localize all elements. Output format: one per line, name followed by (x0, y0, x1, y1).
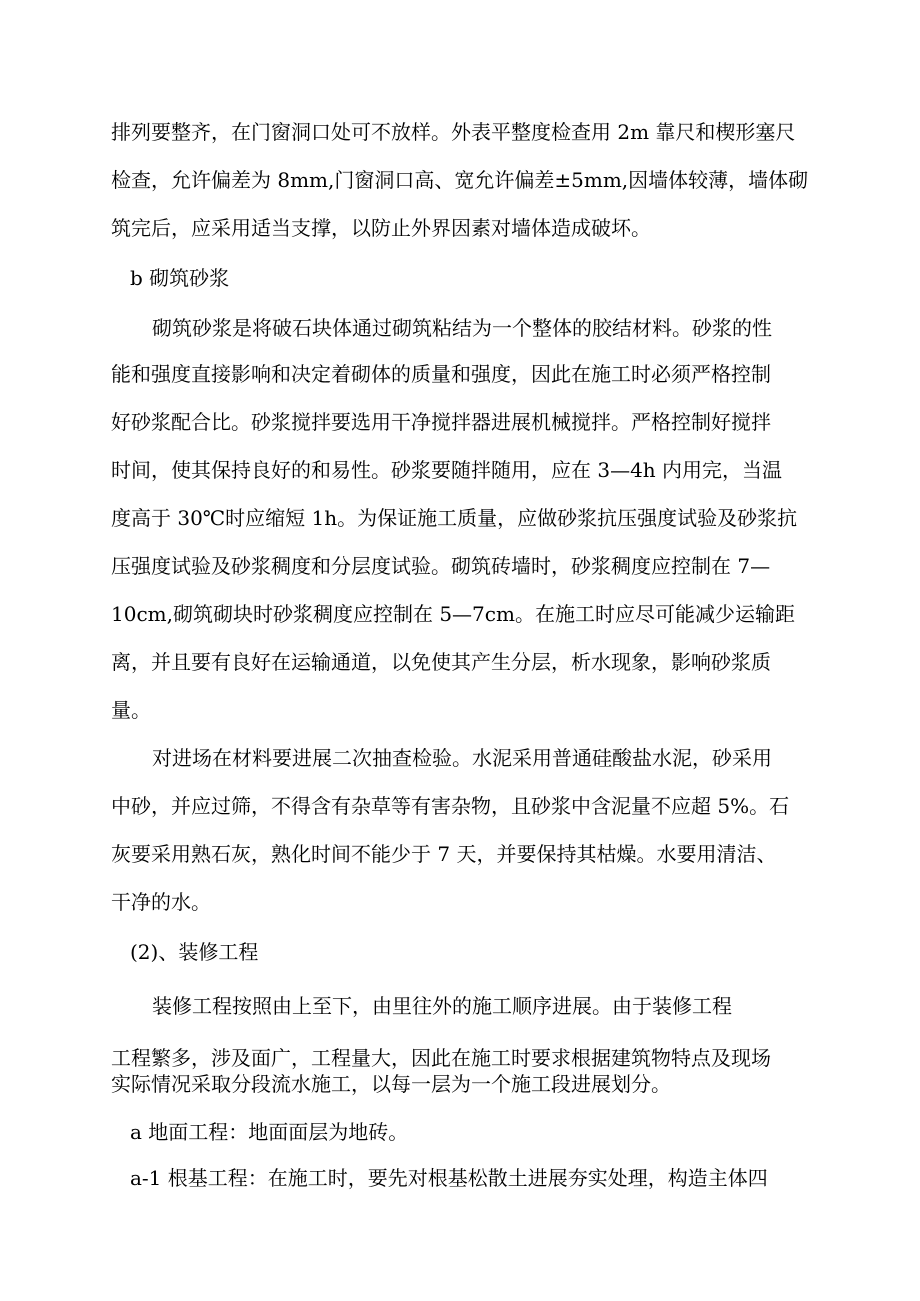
text-line: 度高于 30℃时应缩短 1h。为保证施工质量，应做砂浆抗压强度试验及砂浆抗 (111, 506, 798, 530)
text-line: 好砂浆配合比。砂浆搅拌要选用干净搅拌器进展机械搅拌。严格控制好搅拌 (111, 410, 771, 434)
text-line: 排列要整齐，在门窗洞口处可不放样。外表平整度检查用 2m 靠尺和楔形塞尺 (111, 120, 796, 144)
text-line: 能和强度直接影响和决定着砌体的质量和强度，因此在施工时必须严格控制 (111, 362, 771, 386)
text-line: 工程繁多，涉及面广，工程量大，因此在施工时要求根据建筑物特点及现场 (111, 1046, 771, 1070)
paragraph-first-line: 装修工程按照由上至下，由里往外的施工顺序进展。由于装修工程 (152, 994, 732, 1018)
paragraph-first-line: 砌筑砂浆是将破石块体通过砌筑粘结为一个整体的胶结材料。砂浆的性 (152, 316, 772, 340)
section-heading: b 砌筑砂浆 (130, 266, 230, 290)
text-line: a-1 根基工程：在施工时，要先对根基松散土进展夯实处理，构造主体四 (130, 1166, 768, 1190)
text-line: 筑完后，应采用适当支撑，以防止外界因素对墙体造成破坏。 (111, 216, 651, 240)
text-line: 量。 (111, 698, 151, 722)
text-line: 时间，使其保持良好的和易性。砂浆要随拌随用，应在 3—4h 内用完，当温 (111, 458, 783, 482)
text-line: 灰要采用熟石灰，熟化时间不能少于 7 天，并要保持其枯燥。水要用清洁、 (111, 842, 777, 866)
subsection-heading: a 地面工程：地面面层为地砖。 (130, 1120, 409, 1144)
paragraph-first-line: 对进场在材料要进展二次抽查检验。水泥采用普通硅酸盐水泥，砂采用 (152, 746, 772, 770)
section-heading: (2)、装修工程 (130, 940, 259, 964)
text-line: 干净的水。 (111, 890, 211, 914)
text-line: 压强度试验及砂浆稠度和分层度试验。砌筑砖墙时，砂浆稠度应控制在 7— (111, 554, 771, 578)
text-line: 检查，允许偏差为 8mm,门窗洞口高、宽允许偏差±5mm,因墙体较薄，墙体砌 (111, 168, 809, 192)
text-line: 离，并且要有良好在运输通道，以免使其产生分层，析水现象，影响砂浆质 (111, 650, 771, 674)
text-line: 中砂，并应过筛，不得含有杂草等有害杂物，且砂浆中含泥量不应超 5%。石 (111, 794, 790, 818)
text-line: 实际情况采取分段流水施工，以每一层为一个施工段进展划分。 (111, 1072, 671, 1096)
text-line: 10cm,砌筑砌块时砂浆稠度应控制在 5—7cm。在施工时应尽可能减少运输距 (111, 602, 795, 626)
